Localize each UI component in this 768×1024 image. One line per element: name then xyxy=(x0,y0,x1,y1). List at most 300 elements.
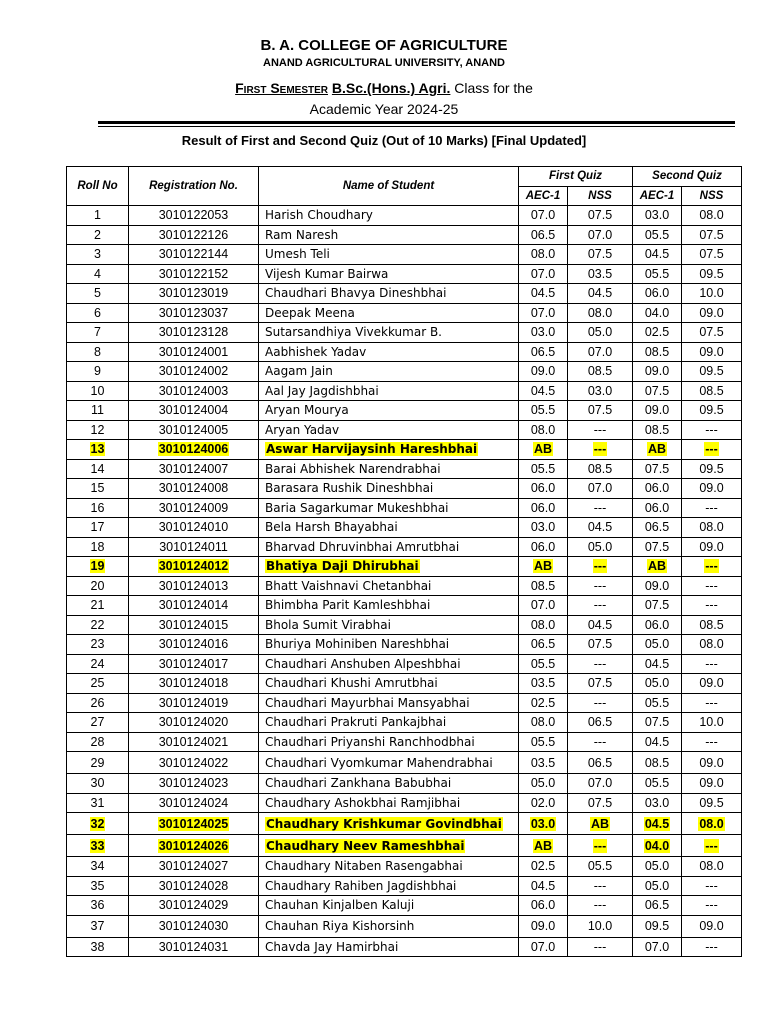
q1-aec-mark xyxy=(519,362,568,382)
q2-aec-mark-text: 03.0 xyxy=(644,208,670,223)
q2-nss-mark-text: 07.5 xyxy=(699,325,724,340)
q1-nss-mark-text: --- xyxy=(593,734,607,749)
registration-cell-text: 3010124014 xyxy=(158,598,229,613)
q2-nss-mark xyxy=(682,793,742,813)
q2-aec-mark-text: 04.5 xyxy=(644,247,670,262)
q1-aec-mark-text: 08.0 xyxy=(530,617,556,632)
q2-aec-mark-text: 06.5 xyxy=(644,898,670,913)
student-name-cell-text: Chaudhari Vyomkumar Mahendrabhai xyxy=(265,755,493,770)
q2-nss-mark-text: --- xyxy=(705,559,718,574)
q2-nss-mark xyxy=(682,284,742,304)
student-name-cell-text: Aal Jay Jagdishbhai xyxy=(265,383,379,398)
q1-nss-mark xyxy=(568,576,633,596)
q2-nss-mark xyxy=(682,537,742,557)
q2-nss-mark xyxy=(682,835,742,857)
registration-cell xyxy=(129,896,259,916)
roll-cell-text: 29 xyxy=(90,755,105,770)
q2-aec-mark-text: 06.5 xyxy=(644,520,670,535)
q1-aec-mark xyxy=(519,896,568,916)
registration-cell-text: 3010124005 xyxy=(158,422,229,437)
q1-aec-mark-text: 04.5 xyxy=(530,286,556,301)
student-name-cell xyxy=(259,774,519,794)
q2-nss-mark xyxy=(682,857,742,877)
q1-nss-mark-text: --- xyxy=(593,656,607,671)
q1-nss-mark-text: 05.0 xyxy=(587,539,613,554)
student-name-cell xyxy=(259,654,519,674)
roll-cell xyxy=(67,835,129,857)
q1-aec-mark xyxy=(519,401,568,421)
roll-cell-text: 24 xyxy=(90,656,105,671)
table-row xyxy=(67,915,742,937)
student-name-cell xyxy=(259,459,519,479)
q1-aec-mark-text: 07.0 xyxy=(530,208,556,223)
table-row xyxy=(67,362,742,382)
q1-aec-mark xyxy=(519,876,568,896)
q2-nss-mark xyxy=(682,576,742,596)
q2-nss-mark-text: 09.0 xyxy=(699,919,724,933)
q1-aec-mark xyxy=(519,615,568,635)
q1-nss-mark-text: --- xyxy=(593,578,607,593)
q1-nss-mark xyxy=(568,615,633,635)
table-row xyxy=(67,518,742,538)
q2-aec-mark xyxy=(633,420,682,440)
col-header-first-quiz: First Quiz xyxy=(519,167,633,187)
registration-cell-text: 3010124025 xyxy=(158,816,229,831)
roll-cell-text: 37 xyxy=(90,919,105,933)
roll-cell xyxy=(67,381,129,401)
roll-cell-text: 12 xyxy=(90,422,105,437)
student-name-cell xyxy=(259,713,519,733)
table-row xyxy=(67,674,742,694)
course-label: B.Sc.(Hons.) Agri. xyxy=(331,80,451,96)
q2-aec-mark-text: 05.0 xyxy=(644,676,670,691)
q2-nss-mark xyxy=(682,264,742,284)
q1-nss-mark-text: 08.5 xyxy=(587,461,613,476)
table-row xyxy=(67,576,742,596)
q2-nss-mark xyxy=(682,774,742,794)
q1-nss-mark-text: --- xyxy=(593,939,607,954)
q2-aec-mark xyxy=(633,813,682,835)
registration-cell xyxy=(129,225,259,245)
q1-aec-mark-text: AB xyxy=(533,442,553,457)
q1-nss-mark xyxy=(568,440,633,460)
table-row xyxy=(67,323,742,343)
registration-cell-text: 3010124023 xyxy=(158,776,229,791)
registration-cell-text: 3010122126 xyxy=(158,227,229,242)
registration-cell xyxy=(129,774,259,794)
q2-aec-mark xyxy=(633,362,682,382)
q1-aec-mark xyxy=(519,498,568,518)
q2-nss-mark-text: 09.0 xyxy=(699,676,724,691)
q2-aec-mark-text: 03.0 xyxy=(644,795,670,810)
roll-cell-text: 20 xyxy=(90,578,105,593)
q2-nss-mark xyxy=(682,362,742,382)
student-name-cell-text: Chaudhari Zankhana Babubhai xyxy=(265,776,452,791)
roll-cell-text: 11 xyxy=(91,403,104,418)
q1-aec-mark-text: 06.5 xyxy=(530,637,556,652)
q1-nss-mark xyxy=(568,537,633,557)
q1-aec-mark xyxy=(519,732,568,752)
student-name-cell xyxy=(259,362,519,382)
registration-cell-text: 3010123128 xyxy=(158,325,229,340)
student-name-cell xyxy=(259,206,519,226)
table-row xyxy=(67,693,742,713)
roll-cell-text: 22 xyxy=(90,617,105,632)
student-name-cell xyxy=(259,615,519,635)
roll-cell-text: 35 xyxy=(90,878,105,893)
table-row xyxy=(67,635,742,655)
registration-cell-text: 3010124022 xyxy=(158,755,229,770)
roll-cell xyxy=(67,896,129,916)
student-name-cell-text: Umesh Teli xyxy=(265,247,330,262)
student-name-cell-text: Bharvad Dhruvinbhai Amrutbhai xyxy=(265,539,460,554)
roll-cell xyxy=(67,713,129,733)
student-name-cell-text: Deepak Meena xyxy=(265,305,355,320)
col-header-q1-nss: NSS xyxy=(568,186,633,206)
roll-cell xyxy=(67,557,129,577)
q2-nss-mark xyxy=(682,896,742,916)
registration-cell xyxy=(129,206,259,226)
q2-nss-mark xyxy=(682,674,742,694)
roll-cell xyxy=(67,459,129,479)
q2-nss-mark-text: 09.5 xyxy=(699,364,724,379)
q2-nss-mark xyxy=(682,713,742,733)
q2-nss-mark xyxy=(682,401,742,421)
q2-aec-mark xyxy=(633,537,682,557)
q1-nss-mark xyxy=(568,479,633,499)
registration-cell xyxy=(129,303,259,323)
q1-nss-mark-text: 08.5 xyxy=(587,364,613,379)
registration-cell xyxy=(129,459,259,479)
q1-aec-mark xyxy=(519,206,568,226)
roll-cell xyxy=(67,401,129,421)
q2-nss-mark-text: --- xyxy=(705,734,718,749)
table-row xyxy=(67,420,742,440)
registration-cell xyxy=(129,420,259,440)
table-row xyxy=(67,937,742,957)
q2-nss-mark-text: 09.0 xyxy=(699,344,724,359)
q1-aec-mark-text: 09.0 xyxy=(530,364,556,379)
q2-nss-mark xyxy=(682,654,742,674)
q1-nss-mark-text: 08.0 xyxy=(587,305,613,320)
student-name-cell-text: Chaudhary Nitaben Rasengabhai xyxy=(265,859,463,874)
registration-cell xyxy=(129,479,259,499)
q2-nss-mark-text: 09.0 xyxy=(699,305,724,320)
table-row xyxy=(67,896,742,916)
q1-nss-mark xyxy=(568,362,633,382)
registration-cell xyxy=(129,498,259,518)
q2-aec-mark xyxy=(633,401,682,421)
registration-cell xyxy=(129,674,259,694)
registration-cell-text: 3010124016 xyxy=(158,637,229,652)
student-name-cell-text: Barai Abhishek Narendrabhai xyxy=(265,461,441,476)
q1-aec-mark-text: 08.5 xyxy=(530,578,556,593)
table-row xyxy=(67,245,742,265)
student-name-cell xyxy=(259,440,519,460)
q1-nss-mark xyxy=(568,876,633,896)
roll-cell-text: 33 xyxy=(90,838,105,853)
q2-aec-mark-text: AB xyxy=(647,559,667,574)
q2-nss-mark-text: --- xyxy=(705,939,718,954)
roll-cell xyxy=(67,654,129,674)
q1-nss-mark xyxy=(568,303,633,323)
q1-nss-mark xyxy=(568,896,633,916)
q1-nss-mark xyxy=(568,732,633,752)
q2-aec-mark xyxy=(633,518,682,538)
student-name-cell xyxy=(259,264,519,284)
roll-cell xyxy=(67,420,129,440)
table-row xyxy=(67,596,742,616)
q1-aec-mark-text: AB xyxy=(533,559,553,574)
roll-cell-text: 30 xyxy=(90,776,105,791)
q1-aec-mark-text: 04.5 xyxy=(530,878,556,893)
student-name-cell xyxy=(259,732,519,752)
table-row xyxy=(67,459,742,479)
roll-cell-text: 2 xyxy=(94,227,101,242)
roll-cell xyxy=(67,498,129,518)
q2-aec-mark xyxy=(633,206,682,226)
q1-nss-mark xyxy=(568,206,633,226)
q2-nss-mark-text: --- xyxy=(705,578,718,593)
q1-nss-mark xyxy=(568,813,633,835)
q1-aec-mark xyxy=(519,835,568,857)
result-table-body xyxy=(67,206,742,957)
q1-aec-mark xyxy=(519,225,568,245)
q2-aec-mark-text: 06.0 xyxy=(644,500,670,515)
registration-cell-text: 3010122144 xyxy=(158,247,229,262)
registration-cell-text: 3010124011 xyxy=(159,539,228,554)
table-row xyxy=(67,835,742,857)
q1-nss-mark xyxy=(568,459,633,479)
registration-cell xyxy=(129,857,259,877)
q1-aec-mark xyxy=(519,557,568,577)
roll-cell-text: 25 xyxy=(90,676,105,691)
student-name-cell xyxy=(259,857,519,877)
q2-nss-mark xyxy=(682,732,742,752)
q2-nss-mark-text: --- xyxy=(705,695,718,710)
col-header-q2-aec: AEC-1 xyxy=(633,186,682,206)
student-name-cell xyxy=(259,635,519,655)
q1-aec-mark-text: 06.0 xyxy=(530,481,556,496)
q2-aec-mark-text: 07.5 xyxy=(644,461,670,476)
student-name-cell-text: Bhatt Vaishnavi Chetanbhai xyxy=(265,578,432,593)
student-name-cell xyxy=(259,225,519,245)
q2-nss-mark xyxy=(682,752,742,774)
q2-aec-mark xyxy=(633,615,682,635)
q2-nss-mark-text: --- xyxy=(705,878,718,893)
registration-cell-text: 3010124004 xyxy=(158,403,229,418)
roll-cell-text: 26 xyxy=(90,695,105,710)
registration-cell-text: 3010124008 xyxy=(158,481,229,496)
q1-aec-mark-text: 06.5 xyxy=(530,227,556,242)
col-header-q1-aec: AEC-1 xyxy=(519,186,568,206)
q2-aec-mark xyxy=(633,342,682,362)
q1-aec-mark xyxy=(519,479,568,499)
q2-nss-mark xyxy=(682,342,742,362)
table-row xyxy=(67,537,742,557)
q2-aec-mark xyxy=(633,793,682,813)
q1-nss-mark xyxy=(568,401,633,421)
registration-cell xyxy=(129,323,259,343)
q2-nss-mark xyxy=(682,323,742,343)
q1-aec-mark xyxy=(519,596,568,616)
q1-nss-mark-text: --- xyxy=(593,878,607,893)
student-name-cell-text: Chauhan Kinjalben Kaluji xyxy=(265,898,415,913)
roll-cell xyxy=(67,362,129,382)
q1-nss-mark-text: 04.5 xyxy=(587,617,613,632)
q2-aec-mark xyxy=(633,284,682,304)
roll-cell-text: 16 xyxy=(90,500,105,515)
q2-nss-mark-text: 09.5 xyxy=(699,461,724,476)
roll-cell xyxy=(67,303,129,323)
student-name-cell-text: Aabhishek Yadav xyxy=(265,344,367,359)
result-table xyxy=(66,166,742,957)
registration-cell-text: 3010124001 xyxy=(158,344,229,359)
q1-aec-mark-text: 04.5 xyxy=(530,383,556,398)
table-row xyxy=(67,225,742,245)
q2-aec-mark xyxy=(633,674,682,694)
q1-nss-mark xyxy=(568,693,633,713)
q2-nss-mark xyxy=(682,813,742,835)
table-row xyxy=(67,342,742,362)
q1-nss-mark xyxy=(568,381,633,401)
student-name-cell xyxy=(259,323,519,343)
student-name-cell-text: Chaudhari Khushi Amrutbhai xyxy=(265,676,438,691)
q2-aec-mark-text: 07.5 xyxy=(644,383,670,398)
student-name-cell xyxy=(259,576,519,596)
student-name-cell-text: Chaudhary Neev Rameshbhai xyxy=(266,838,465,853)
q2-aec-mark-text: 05.5 xyxy=(644,227,670,242)
table-row xyxy=(67,857,742,877)
q2-nss-mark xyxy=(682,635,742,655)
q1-nss-mark-text: 10.0 xyxy=(587,919,613,933)
q1-nss-mark-text: --- xyxy=(593,898,607,913)
table-row xyxy=(67,381,742,401)
q2-aec-mark xyxy=(633,693,682,713)
q2-aec-mark-text: 06.0 xyxy=(644,481,670,496)
q2-nss-mark-text: --- xyxy=(705,898,718,913)
q1-nss-mark-text: 05.0 xyxy=(587,325,613,340)
student-name-cell xyxy=(259,420,519,440)
q2-nss-mark-text: 10.0 xyxy=(699,715,724,730)
roll-cell xyxy=(67,857,129,877)
student-name-cell-text: Chaudhari Priyanshi Ranchhodbhai xyxy=(265,734,475,749)
table-row xyxy=(67,732,742,752)
roll-cell-text: 8 xyxy=(94,344,101,359)
table-row xyxy=(67,206,742,226)
q1-nss-mark-text: 07.5 xyxy=(587,795,613,810)
university-name: ANAND AGRICULTURAL UNIVERSITY, ANAND xyxy=(263,57,505,69)
q1-nss-mark xyxy=(568,835,633,857)
registration-cell-text: 3010124015 xyxy=(158,617,229,632)
registration-cell-text: 3010124026 xyxy=(158,838,229,853)
q1-nss-mark-text: 03.0 xyxy=(587,383,613,398)
q2-aec-mark-text: 07.5 xyxy=(644,539,670,554)
q2-aec-mark-text: 05.5 xyxy=(644,695,670,710)
q2-aec-mark xyxy=(633,459,682,479)
q2-aec-mark-text: 02.5 xyxy=(644,325,670,340)
q1-nss-mark xyxy=(568,518,633,538)
registration-cell-text: 3010124019 xyxy=(158,695,229,710)
q1-nss-mark-text: 04.5 xyxy=(587,286,613,301)
q1-aec-mark xyxy=(519,459,568,479)
q1-nss-mark-text: 07.5 xyxy=(587,247,613,262)
table-row xyxy=(67,557,742,577)
registration-cell xyxy=(129,342,259,362)
q1-aec-mark-text: 05.5 xyxy=(530,403,556,418)
q2-aec-mark xyxy=(633,732,682,752)
q1-nss-mark xyxy=(568,557,633,577)
roll-cell xyxy=(67,596,129,616)
registration-cell-text: 3010124002 xyxy=(158,364,229,379)
q2-nss-mark xyxy=(682,557,742,577)
roll-cell xyxy=(67,915,129,937)
class-for-label: Class for the xyxy=(450,80,533,96)
q1-aec-mark xyxy=(519,420,568,440)
q1-aec-mark xyxy=(519,752,568,774)
q1-aec-mark-text: 07.0 xyxy=(530,598,556,613)
q1-nss-mark-text: 07.0 xyxy=(587,481,613,496)
registration-cell-text: 3010124017 xyxy=(158,656,229,671)
q1-aec-mark-text: 07.0 xyxy=(530,939,556,954)
roll-cell xyxy=(67,937,129,957)
q1-aec-mark xyxy=(519,518,568,538)
q1-nss-mark-text: --- xyxy=(593,422,607,437)
q1-aec-mark xyxy=(519,440,568,460)
roll-cell-text: 21 xyxy=(90,598,105,613)
q2-nss-mark xyxy=(682,303,742,323)
q2-nss-mark xyxy=(682,876,742,896)
registration-cell xyxy=(129,362,259,382)
q1-aec-mark-text: 05.0 xyxy=(530,776,556,791)
q1-aec-mark xyxy=(519,381,568,401)
q1-aec-mark-text: 07.0 xyxy=(530,266,556,281)
roll-cell xyxy=(67,264,129,284)
q1-nss-mark xyxy=(568,342,633,362)
q2-nss-mark xyxy=(682,615,742,635)
registration-cell xyxy=(129,835,259,857)
q1-aec-mark xyxy=(519,915,568,937)
student-name-cell-text: Chaudhary Ashokbhai Ramjibhai xyxy=(265,795,461,810)
academic-year: Academic Year 2024-25 xyxy=(309,101,459,117)
col-header-second-quiz: Second Quiz xyxy=(633,167,742,187)
roll-cell-text: 5 xyxy=(94,286,101,301)
student-name-cell-text: Sutarsandhiya Vivekkumar B. xyxy=(265,325,442,340)
q2-aec-mark-text: 09.0 xyxy=(644,364,670,379)
q1-aec-mark-text: 08.0 xyxy=(530,422,556,437)
q2-nss-mark-text: --- xyxy=(705,656,718,671)
roll-cell xyxy=(67,206,129,226)
q2-aec-mark-text: 09.0 xyxy=(644,403,670,418)
roll-cell-text: 32 xyxy=(90,816,105,831)
registration-cell-text: 3010124020 xyxy=(158,715,229,730)
q1-aec-mark-text: AB xyxy=(533,838,553,853)
q1-nss-mark xyxy=(568,596,633,616)
roll-cell xyxy=(67,615,129,635)
student-name-cell-text: Aswar Harvijaysinh Hareshbhai xyxy=(266,442,478,457)
student-name-cell-text: Chaudhari Mayurbhai Mansyabhai xyxy=(265,695,470,710)
q2-aec-mark-text: 08.5 xyxy=(644,755,670,770)
q1-aec-mark xyxy=(519,857,568,877)
registration-cell xyxy=(129,813,259,835)
registration-cell-text: 3010124030 xyxy=(158,919,229,933)
student-name-cell xyxy=(259,479,519,499)
q1-nss-mark xyxy=(568,793,633,813)
q1-nss-mark xyxy=(568,752,633,774)
table-row xyxy=(67,479,742,499)
roll-cell xyxy=(67,674,129,694)
q1-aec-mark xyxy=(519,537,568,557)
